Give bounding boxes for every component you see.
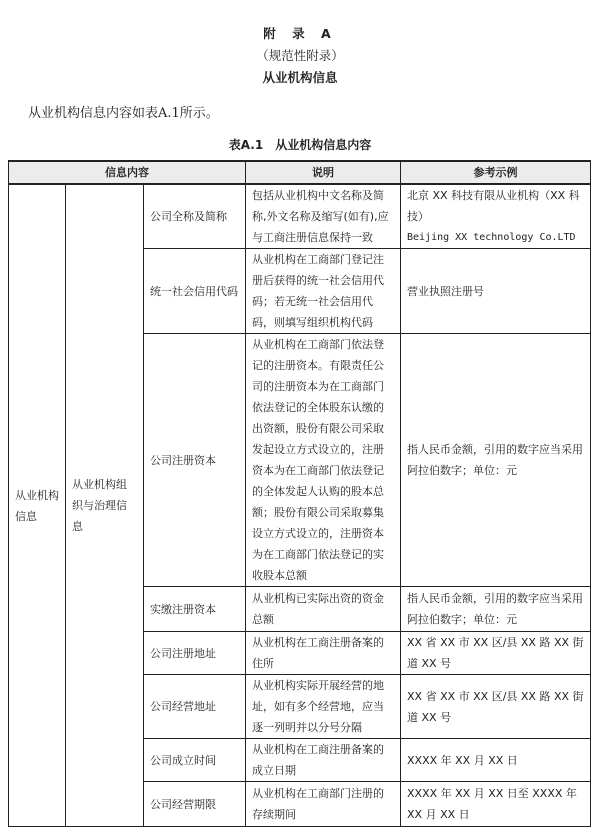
table-header: [9, 161, 591, 184]
header-desc: 说明: [246, 161, 401, 184]
example-cell: [401, 184, 591, 249]
desc-cell: 从业机构在工商注册备案的成立日期: [246, 739, 401, 782]
desc-cell: 从业机构在工商部门依法登记的注册资本。有限责任公司的注册资本为在工商部门依法登记的全体股东认缴的出资额，股份有限公司采取发起设立方式设立的，注册资本为在工商部门依法登记的全体发起人认购的股本总额；股份有限公司采取募集设立方式设立的，注册资本为在工商部门依法登记的实收股本总额: [246, 334, 401, 587]
subgroup-cell: 从业机构组织与治理信息: [66, 184, 144, 827]
appendix-label: 附 录 A: [263, 26, 337, 41]
desc-cell: 从业机构已实际出资的资金总额: [246, 587, 401, 632]
item-cell: 公司经营期限: [144, 782, 246, 827]
example-cell: 指人民币金额，引用的数字应当采用阿拉伯数字；单位：元: [401, 587, 591, 632]
example-text: 北京 XX 科技有限从业机构（XX 科技）: [407, 189, 580, 223]
example-cell: XXXX 年 XX 月 XX 日至 XXXX 年 XX 月 XX 日: [401, 782, 591, 827]
table-caption: 表A.1 从业机构信息内容: [228, 138, 372, 152]
table-row: [9, 184, 591, 249]
info-table: [8, 160, 591, 827]
desc-cell: 从业机构在工商注册备案的住所: [246, 632, 401, 675]
desc-cell: 从业机构在工商部门登记注册后获得的统一社会信用代码；若无统一社会信用代码，则填写组织机构代码: [246, 249, 401, 334]
desc-cell: 包括从业机构中文名称及简称,外文名称及缩写(如有),应与工商注册信息保持一致: [246, 184, 401, 249]
header-example: 参考示例: [401, 161, 591, 184]
normative-label: （规范性附录）: [256, 48, 344, 63]
appendix-title: 从业机构信息: [262, 70, 338, 85]
item-cell: 公司成立时间: [144, 739, 246, 782]
header-info: 信息内容: [9, 161, 246, 184]
example-text-en: Beijing XX technology Co.LTD: [407, 232, 576, 243]
desc-cell: 从业机构实际开展经营的地址，如有多个经营地，应当逐一列明并以分号分隔: [246, 675, 401, 739]
group-cell: 从业机构信息: [9, 184, 66, 827]
example-cell: 营业执照注册号: [401, 249, 591, 334]
desc-cell: 从业机构在工商部门注册的存续期间: [246, 782, 401, 827]
example-cell: XX 省 XX 市 XX 区/县 XX 路 XX 街道 XX 号: [401, 632, 591, 675]
example-cell: XXXX 年 XX 月 XX 日: [401, 739, 591, 782]
intro-text: 从业机构信息内容如表A.1所示。: [28, 106, 219, 121]
item-cell: 公司经营地址: [144, 675, 246, 739]
example-cell: XX 省 XX 市 XX 区/县 XX 路 XX 街道 XX 号: [401, 675, 591, 739]
item-cell: 公司全称及简称: [144, 184, 246, 249]
item-cell: 公司注册地址: [144, 632, 246, 675]
item-cell: 统一社会信用代码: [144, 249, 246, 334]
example-cell: 指人民币金额，引用的数字应当采用阿拉伯数字；单位：元: [401, 334, 591, 587]
item-cell: 公司注册资本: [144, 334, 246, 587]
item-cell: 实缴注册资本: [144, 587, 246, 632]
